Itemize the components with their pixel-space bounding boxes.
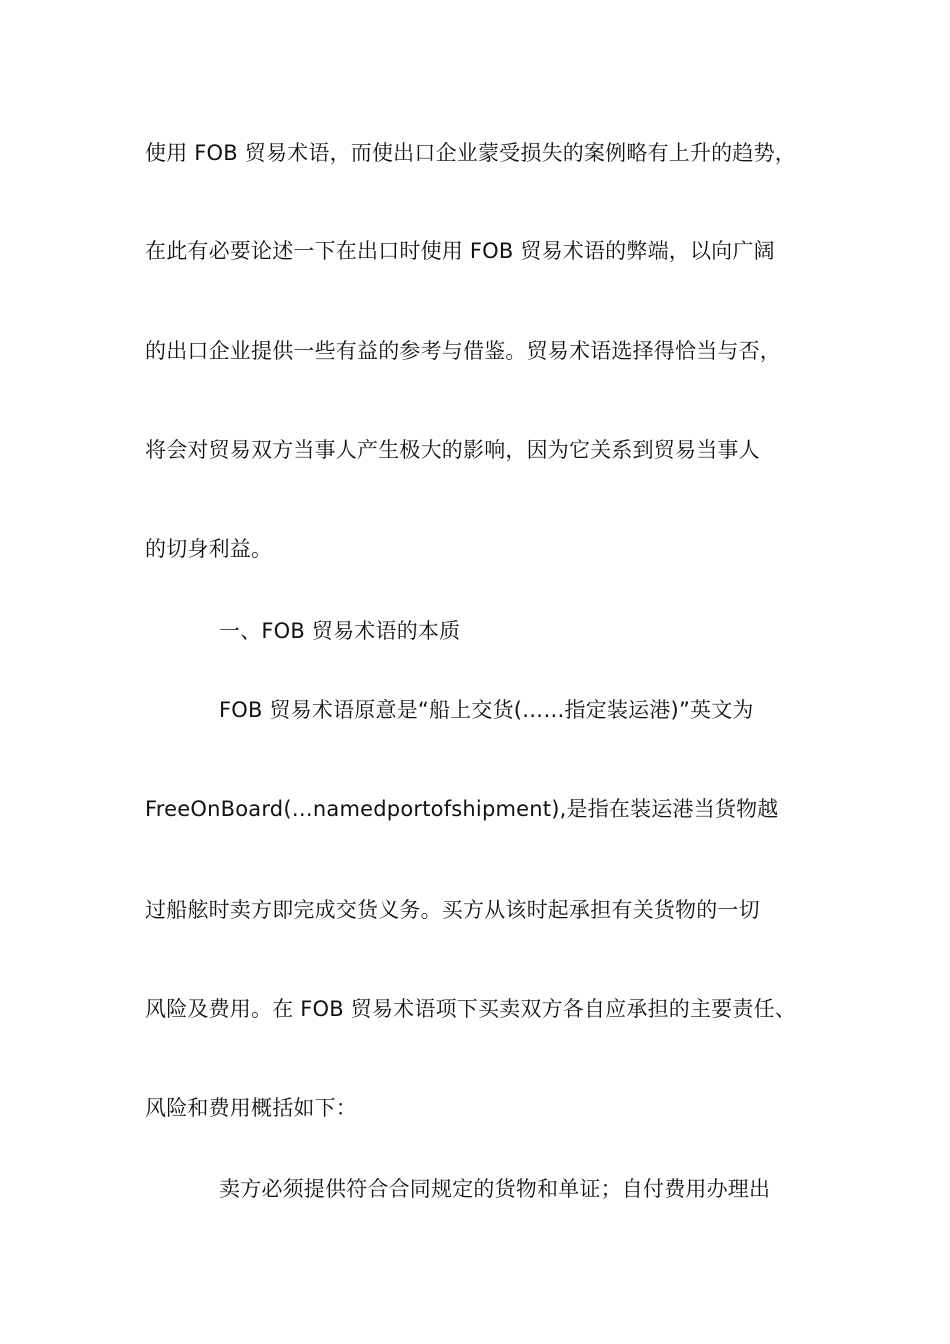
paragraph-line: 使用 FOB 贸易术语，而使出口企业蒙受损失的案例略有上升的趋势， [145,141,796,165]
paragraph-line: 将会对贸易双方当事人产生极大的影响，因为它关系到贸易当事人 [145,438,760,462]
paragraph-line: 的切身利益。 [145,537,273,561]
paragraph-line: 在此有必要论述一下在出口时使用 FOB 贸易术语的弊端，以向广阔 [145,239,775,263]
paragraph-line: 风险和费用概括如下： [145,1096,357,1120]
section-heading: 一、FOB 贸易术语的本质 [219,619,461,643]
paragraph-line: FOB 贸易术语原意是“船上交货(……指定装运港)”英文为 [219,698,754,722]
paragraph-line: 风险及费用。在 FOB 贸易术语项下买卖双方各自应承担的主要责任、 [145,997,796,1021]
paragraph-line: 过船舷时卖方即完成交货义务。买方从该时起承担有关货物的一切 [145,898,760,922]
paragraph-line: 卖方必须提供符合合同规定的货物和单证；自付费用办理出 [219,1177,771,1201]
paragraph-line: FreeOnBoard(…namedportofshipment),是指在装运港当货物越 [145,797,779,821]
paragraph-line: 的出口企业提供一些有益的参考与借鉴。贸易术语选择得恰当与否， [145,339,781,363]
